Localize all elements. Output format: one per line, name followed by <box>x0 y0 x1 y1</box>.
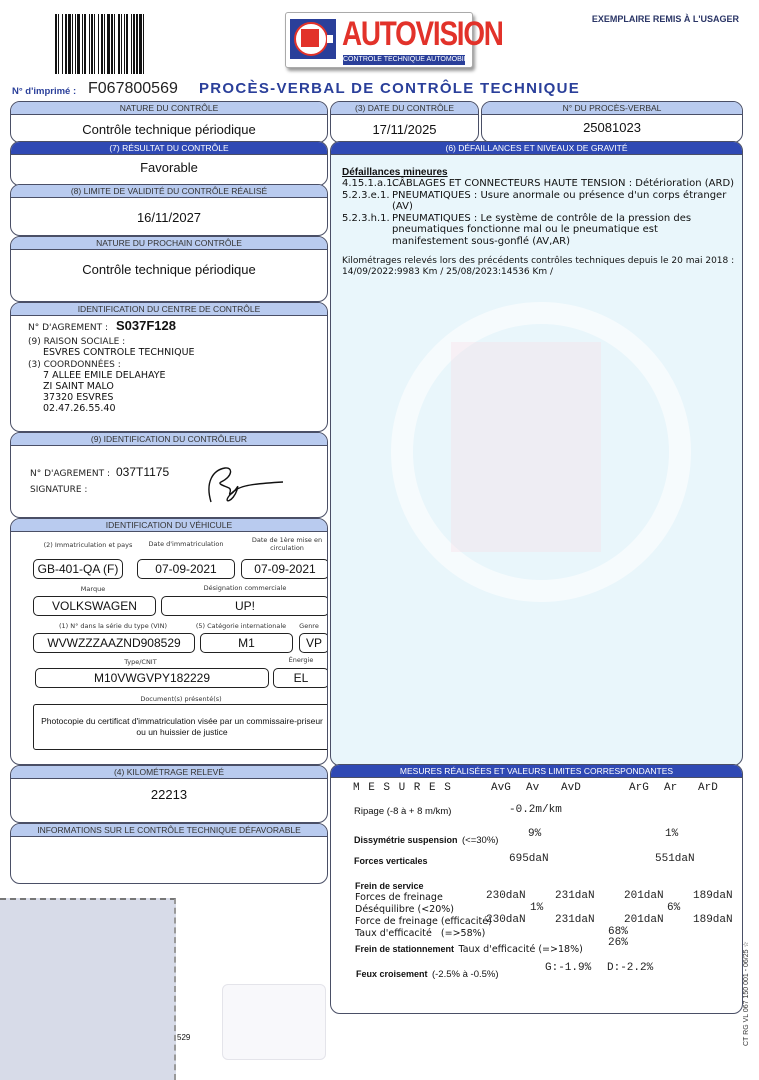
defect-item <box>342 213 742 248</box>
info-defavorable-panel <box>10 823 328 884</box>
frein-stationnement-row <box>355 939 583 957</box>
kilometrage-panel <box>10 765 328 823</box>
forces-freinage-avd: 231daN <box>555 890 595 902</box>
nature-controle-value: Contrôle technique périodique <box>82 122 256 137</box>
taux-stationnement-value: 26% <box>608 937 628 949</box>
cnit-value: M10VWGVPY182229 <box>35 668 269 688</box>
nature-controle-panel <box>10 101 328 143</box>
frein-stationnement-label: Frein de stationnement <box>355 944 455 954</box>
stub-number: 529 <box>177 1033 191 1042</box>
barcode-bar <box>144 14 146 74</box>
kilometrage-label: (4) KILOMÉTRAGE RELEVÉ <box>11 766 327 779</box>
imprime-number: F067800569 <box>88 80 178 97</box>
forces-verticales-ar: 551daN <box>655 853 695 865</box>
centre-label: IDENTIFICATION DU CENTRE DE CONTRÔLE <box>11 303 327 316</box>
forces-freinage-arg: 201daN <box>624 890 664 902</box>
numero-pv-value: 25081023 <box>583 120 641 135</box>
column-avd: AvD <box>561 782 581 794</box>
coordonnees-label: (3) COORDONNÉES : <box>28 360 121 370</box>
ripage-value: -0.2m/km <box>509 804 562 816</box>
vin-value: WVWZZZAAZND908529 <box>33 633 195 653</box>
defaillances-label: (6) DÉFAILLANCES ET NIVEAUX DE GRAVITÉ <box>331 142 742 155</box>
numero-pv-panel <box>481 101 743 143</box>
kilometrage-value: 22213 <box>150 787 188 802</box>
taux-efficacite-value: 68% <box>608 926 628 938</box>
desequilibre-av: 1% <box>530 902 544 914</box>
forces-freinage-avg: 230daN <box>486 890 526 902</box>
desequilibre-label: Déséquilibre (<20%) <box>355 904 455 915</box>
hologram-stamp <box>222 984 326 1060</box>
resultat-value: Favorable <box>140 160 198 175</box>
mesures-label: MESURES RÉALISÉES ET VALEURS LIMITES CORRESPONDANTES <box>331 765 742 778</box>
dissymetrie-label: Dissymétrie suspension <box>354 835 458 845</box>
genre-label: Genre <box>299 622 319 630</box>
marque-value: VOLKSWAGEN <box>33 596 156 616</box>
defect-code: 5.2.3.h.1. <box>342 212 390 224</box>
signature-label: SIGNATURE : <box>30 485 88 495</box>
energie-label: Énergie <box>288 656 314 664</box>
defect-text: PNEUMATIQUES : Le système de contrôle de la pression des pneumatiques fonctionne mal ou le pneumatique est manifestement sous-gonflé (AV,AR) <box>392 212 692 247</box>
numero-pv-label: N° DU PROCÈS-VERBAL <box>482 102 742 115</box>
categorie-label: (5) Catégorie internationale <box>195 622 287 630</box>
feux-limit: (-2.5% à -0.5%) <box>431 969 499 980</box>
defect-code: 5.2.3.e.1. <box>342 189 390 201</box>
defect-code: 4.15.1.a.1. <box>342 178 396 189</box>
documents-label: Document(s) présenté(s) <box>140 695 222 703</box>
desequilibre-ar: 6% <box>667 902 681 914</box>
column-avg: AvG <box>491 782 511 794</box>
date-immat-value: 07-09-2021 <box>137 559 235 579</box>
dissymetrie-row <box>354 830 498 848</box>
brand-name: AUTOVISION <box>342 15 503 53</box>
feux-row <box>356 964 499 982</box>
limite-validite-value: 16/11/2027 <box>136 210 202 225</box>
date-controle-panel <box>330 101 479 143</box>
address-line: 7 ALLEE EMILE DELAHAYE <box>43 370 166 381</box>
ripage-label: Ripage (-8 à + 8 m/km) <box>354 806 452 817</box>
signature-image <box>203 462 293 507</box>
barcode <box>55 14 203 74</box>
form-reference: CT RG VL 067 150 001 - 06/25 ☆ <box>743 941 750 1046</box>
address-block <box>43 370 327 414</box>
forces-verticales-label: Forces verticales <box>354 856 428 866</box>
feux-droite: D:-2.2% <box>607 962 654 974</box>
centre-agrement-value: S037F128 <box>116 318 176 333</box>
date-controle-value: 17/11/2025 <box>372 122 437 137</box>
raison-sociale-label: (9) RAISON SOCIALE : <box>28 337 126 347</box>
cnit-label: Type/CNIT <box>124 658 157 666</box>
defect-text: CÂBLAGES ET CONNECTEURS HAUTE TENSION : Détérioration (ARD) <box>392 178 735 189</box>
vin-label: (1) N° dans la série du type (VIN) <box>58 622 168 630</box>
raison-sociale-value: ESVRES CONTROLE TECHNIQUE <box>43 347 195 358</box>
address-line: 37320 ESVRES <box>43 392 114 403</box>
car-emblem-icon <box>290 19 336 59</box>
prochain-controle-label: NATURE DU PROCHAIN CONTRÔLE <box>11 237 327 250</box>
km-history: 14/09/2022:9983 Km / 25/08/2023:14536 Km / <box>342 267 554 277</box>
brand-tagline: CONTROLE TECHNIQUE AUTOMOBILE <box>343 56 473 63</box>
defect-item <box>342 190 742 213</box>
marque-label: Marque <box>80 585 106 593</box>
designation-value: UP! <box>161 596 328 616</box>
limite-validite-label: (8) LIMITE DE VALIDITÉ DU CONTRÔLE RÉALISÉ <box>11 185 327 198</box>
forces-freinage-label: Forces de freinage <box>355 892 443 903</box>
defaillances-panel <box>330 141 743 766</box>
force-efficacite-label: Force de freinage (efficacité) <box>355 916 492 927</box>
mesures-panel <box>330 764 743 1014</box>
immat-label: (2) Immatriculation et pays <box>43 541 133 549</box>
dissymetrie-av: 9% <box>528 828 542 840</box>
prochain-controle-panel <box>10 236 328 302</box>
limite-validite-panel <box>10 184 328 236</box>
watermark-car-icon <box>451 342 601 552</box>
defect-item <box>342 178 742 190</box>
energie-value: EL <box>273 668 328 688</box>
force-efficacite-avg: 230daN <box>486 914 526 926</box>
controleur-panel <box>10 432 328 518</box>
forces-verticales-av: 695daN <box>509 853 549 865</box>
frein-service-label: Frein de service <box>355 881 424 891</box>
controleur-agrement-label: N° D'AGREMENT : <box>30 469 110 479</box>
force-efficacite-arg: 201daN <box>624 914 664 926</box>
phone-number: 02.47.26.55.40 <box>43 403 116 414</box>
taux-stationnement-label: Taux d'efficacité (=>18%) <box>458 944 583 955</box>
defaillances-section-title: Défaillances mineures <box>342 167 448 178</box>
force-efficacite-avd: 231daN <box>555 914 595 926</box>
imprime-label: N° d'imprimé : <box>12 86 77 97</box>
centre-agrement-label: N° D'AGREMENT : <box>28 323 108 333</box>
feux-label: Feux croisement <box>356 969 428 979</box>
column-ar: Ar <box>664 782 678 794</box>
taux-efficacite-label: Taux d'efficacité (=>58%) <box>355 928 486 939</box>
genre-value: VP <box>299 633 328 653</box>
designation-label: Désignation commerciale <box>203 584 287 592</box>
date-mec-label: Date de 1ère mise en circulation <box>251 536 323 552</box>
nature-controle-label: NATURE DU CONTRÔLE <box>11 102 327 115</box>
dissymetrie-ar: 1% <box>665 828 679 840</box>
centre-panel <box>10 302 328 432</box>
column-av: Av <box>526 782 540 794</box>
page-title: PROCÈS-VERBAL DE CONTRÔLE TECHNIQUE <box>199 80 581 97</box>
resultat-panel <box>10 141 328 186</box>
vehicule-panel <box>10 518 328 765</box>
date-controle-label: (3) DATE DU CONTRÔLE <box>331 102 478 115</box>
info-defavorable-label: INFORMATIONS SUR LE CONTRÔLE TECHNIQUE DÉFAVORABLE <box>11 824 327 837</box>
km-history-intro: Kilométrages relevés lors des précédents contrôles techniques depuis le 20 mai 2018 : <box>342 256 735 266</box>
address-line: ZI SAINT MALO <box>43 381 114 392</box>
controleur-label: (9) IDENTIFICATION DU CONTRÔLEUR <box>11 433 327 446</box>
defect-text: PNEUMATIQUES : Usure anormale ou présence d'un corps étranger (AV) <box>392 189 727 212</box>
prochain-controle-value: Contrôle technique périodique <box>82 262 256 277</box>
column-ard: ArD <box>698 782 718 794</box>
resultat-label: (7) RÉSULTAT DU CONTRÔLE <box>11 142 327 155</box>
copy-note: EXEMPLAIRE REMIS À L'USAGER <box>591 14 739 24</box>
column-arg: ArG <box>629 782 649 794</box>
dissymetrie-limit: (<=30%) <box>462 835 499 846</box>
vehicule-label: IDENTIFICATION DU VÉHICULE <box>11 519 327 532</box>
controleur-agrement-value: 037T1175 <box>116 465 170 479</box>
force-efficacite-ard: 189daN <box>693 914 733 926</box>
mesures-heading: M E S U R E S <box>353 782 452 794</box>
date-immat-label: Date d'immatriculation <box>148 540 224 548</box>
forces-freinage-ard: 189daN <box>693 890 733 902</box>
autovision-logo <box>285 12 503 68</box>
feux-gauche: G:-1.9% <box>545 962 592 974</box>
date-mec-value: 07-09-2021 <box>241 559 328 579</box>
detachable-stub <box>0 898 176 1080</box>
documents-value: Photocopie du certificat d'immatriculation visée par un commissaire-priseur ou un huissier de justice <box>33 704 328 750</box>
categorie-value: M1 <box>200 633 293 653</box>
immat-value: GB-401-QA (F) <box>33 559 123 579</box>
